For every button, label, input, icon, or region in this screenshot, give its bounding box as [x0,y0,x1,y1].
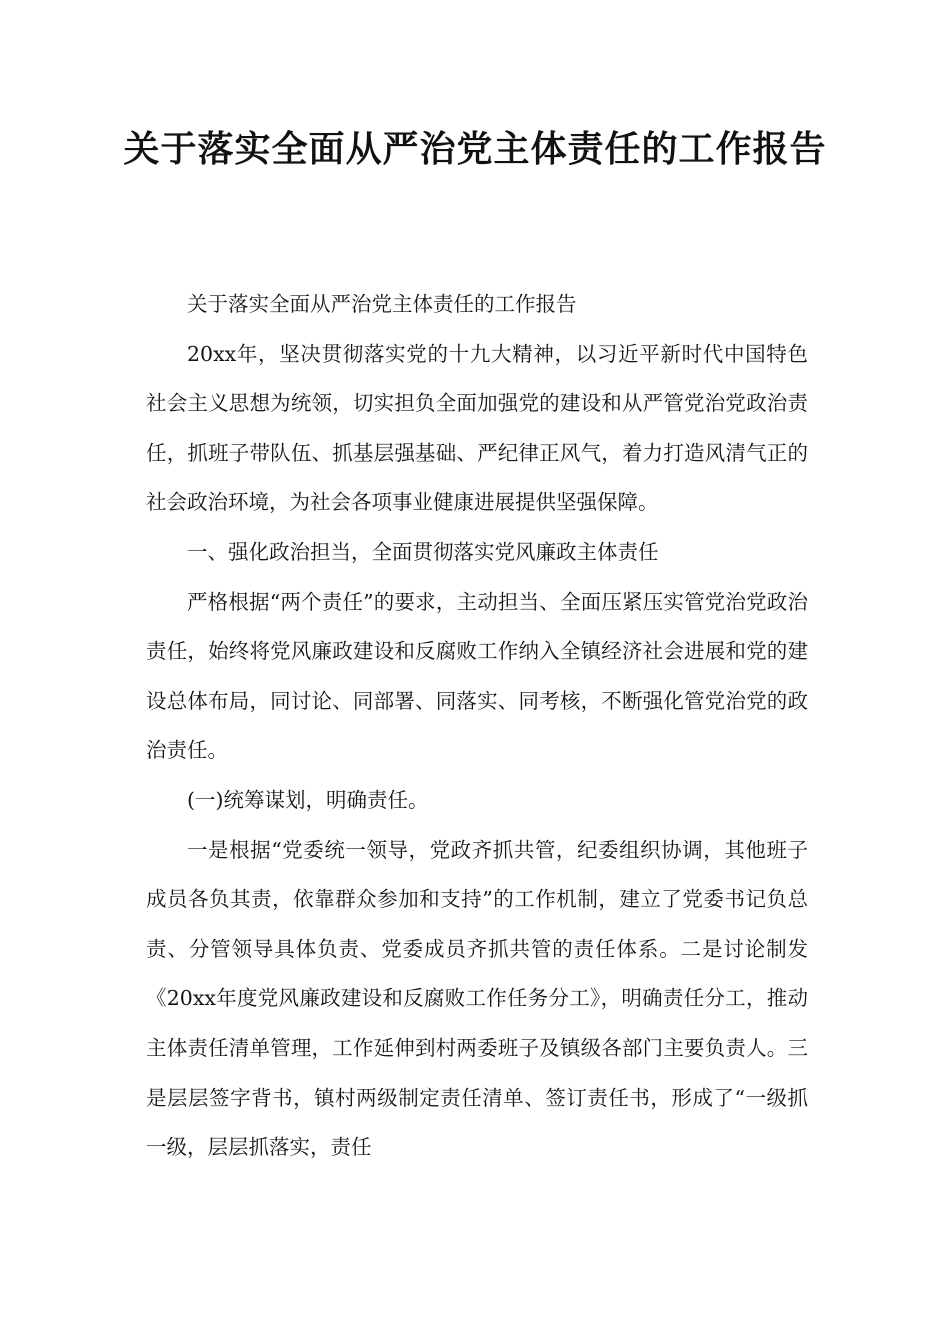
document-title: 关于落实全面从严治党主体责任的工作报告 [123,129,827,170]
paragraph-heading-repeat: 关于落实全面从严治党主体责任的工作报告 [187,292,577,316]
section-heading-1: 一、强化政治担当，全面贯彻落实党风廉政主体责任 [187,539,659,564]
subsection-heading-1: (一)统筹谋划，明确责任。 [187,787,429,812]
paragraph-section-1: 严格根据“两个责任”的要求，主动担当、全面压紧压实管党治党政治责任，始终将党风廉政建设和反腐败工作纳入全镇经济社会进展和党的建设总体布局，同讨论、同部署、同落实、同考核，不断强化管党治党的政治责任。 [146,589,808,763]
paragraph-subsection-1: 一是根据“党委统一领导，党政齐抓共管，纪委组织协调，其他班子成员各负其责，依靠群众参加和支持”的工作机制，建立了党委书记负总责、分管领导具体负责、党委成员齐抓共管的责任体系。二是讨论制发《20xx年度党风廉政建设和反腐败工作任务分工》，明确责任分工，推动主体责任清单管理，工作延伸到村两委班子及镇级各部门主要负责人。三是层层签字背书，镇村两级制定责任清单、签订责任书，形成了“一级抓一级，层层抓落实，责任 [146,837,808,1160]
document-body [146,280,808,1173]
paragraph-intro: 20xx年，坚决贯彻落实党的十九大精神，以习近平新时代中国特色社会主义思想为统领，切实担负全面加强党的建设和从严管党治党政治责任，抓班子带队伍、抓基层强基础、严纪律正风气，着力打造风清气正的社会政治环境，为社会各项事业健康进展提供坚强保障。 [146,341,808,515]
